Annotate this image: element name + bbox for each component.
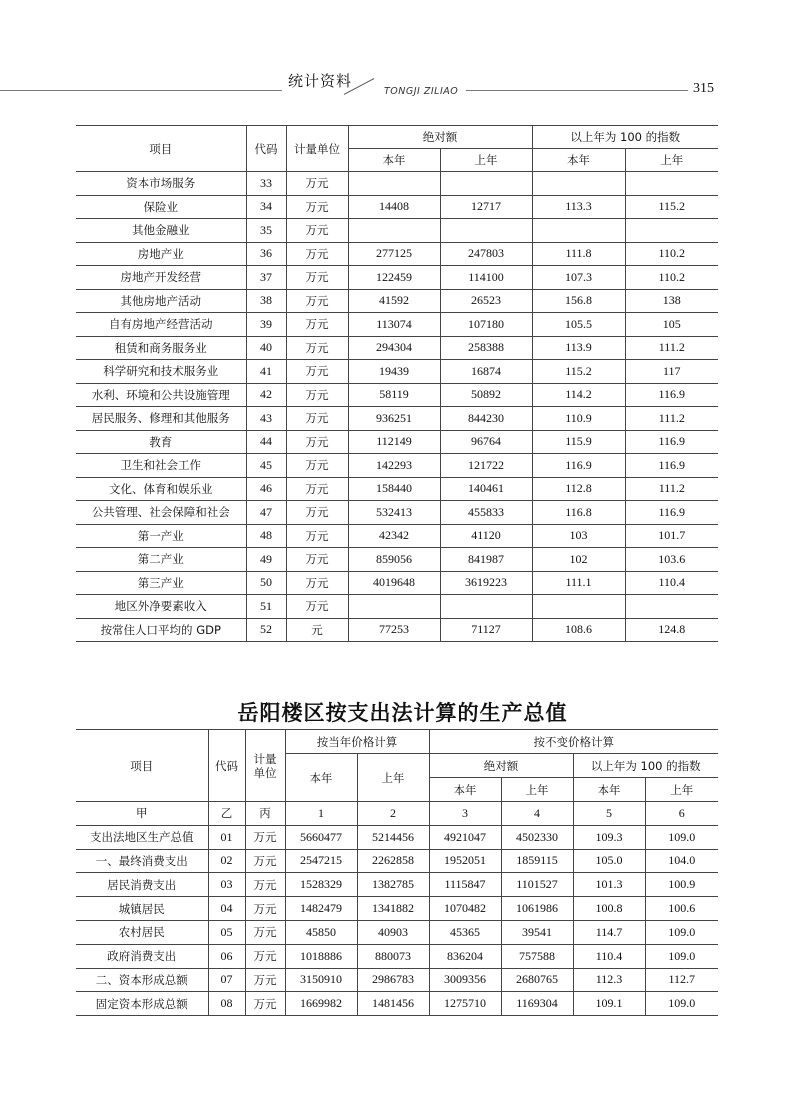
col-header-code: 代码 <box>246 126 286 172</box>
cell-item: 房地产业 <box>76 242 246 266</box>
col-header-unit: 计量单位 <box>286 126 348 172</box>
cell-abs-this: 113074 <box>348 313 440 337</box>
cell-unit: 万元 <box>286 383 348 407</box>
cell-abs-this: 122459 <box>348 266 440 290</box>
cell-idx-last: 116.9 <box>625 383 718 407</box>
cell-idx-last: 109.0 <box>645 920 718 944</box>
cell-idx-this: 114.7 <box>573 920 645 944</box>
cell-idx-last: 109.0 <box>645 825 718 849</box>
cell-idx-last: 110.2 <box>625 266 718 290</box>
cell-abs-last: 1101527 <box>501 873 573 897</box>
cell-abs-this <box>348 219 440 243</box>
cell-idx-this: 107.3 <box>532 266 625 290</box>
cell-item: 政府消费支出 <box>76 944 208 968</box>
cell-cur-this: 1482479 <box>285 897 357 921</box>
cell-idx-last: 110.4 <box>625 571 718 595</box>
cell-item: 卫生和社会工作 <box>76 454 246 478</box>
cell-abs-this <box>348 595 440 619</box>
cell-item: 自有房地产经营活动 <box>76 313 246 337</box>
cell-idx-this: 101.3 <box>573 873 645 897</box>
cell-code: 05 <box>208 920 245 944</box>
cell-idx-this: 105.5 <box>532 313 625 337</box>
cell-code: 40 <box>246 336 286 360</box>
cell-abs-last: 12717 <box>440 195 532 219</box>
cell-unit: 万元 <box>245 897 285 921</box>
cell-abs-this: 4019648 <box>348 571 440 595</box>
cell-abs-this: 1275710 <box>429 992 501 1016</box>
col-header-abs-this-year: 本年 <box>348 149 440 172</box>
cell-item: 第二产业 <box>76 548 246 572</box>
cell-abs-last: 121722 <box>440 454 532 478</box>
cell-code: 43 <box>246 407 286 431</box>
cell-code: 44 <box>246 430 286 454</box>
cell-item: 农村居民 <box>76 920 208 944</box>
index-cell: 丙 <box>245 802 285 826</box>
cell-idx-last: 100.6 <box>645 897 718 921</box>
section-title: 统计资料 <box>288 72 353 90</box>
cell-code: 06 <box>208 944 245 968</box>
cell-unit: 万元 <box>286 524 348 548</box>
cell-idx-this: 109.3 <box>573 825 645 849</box>
cell-idx-this: 103 <box>532 524 625 548</box>
cell-abs-last <box>440 219 532 243</box>
cell-abs-last: 96764 <box>440 430 532 454</box>
cell-code: 41 <box>246 360 286 384</box>
table-row <box>76 477 718 501</box>
cell-code: 08 <box>208 992 245 1016</box>
table-row <box>76 920 718 944</box>
cell-idx-this <box>532 219 625 243</box>
cell-item: 房地产开发经营 <box>76 266 246 290</box>
table-row <box>76 407 718 431</box>
cell-unit: 万元 <box>286 595 348 619</box>
cell-item: 固定资本形成总额 <box>76 992 208 1016</box>
cell-unit: 万元 <box>286 454 348 478</box>
cell-item: 公共管理、社会保障和社会 <box>76 501 246 525</box>
cell-abs-this: 859056 <box>348 548 440 572</box>
cell-abs-this: 41592 <box>348 289 440 313</box>
cell-cur-last: 1382785 <box>357 873 429 897</box>
col-header-abs-last-year: 上年 <box>440 149 532 172</box>
table-row <box>76 849 718 873</box>
cell-item: 文化、体育和娱乐业 <box>76 477 246 501</box>
cell-cur-this: 1018886 <box>285 944 357 968</box>
cell-unit: 万元 <box>286 289 348 313</box>
cell-abs-this: 1952051 <box>429 849 501 873</box>
cell-idx-this: 113.9 <box>532 336 625 360</box>
cell-item: 城镇居民 <box>76 897 208 921</box>
cell-code: 33 <box>246 172 286 196</box>
cell-code: 45 <box>246 454 286 478</box>
cell-item: 其他金融业 <box>76 219 246 243</box>
cell-unit: 万元 <box>286 430 348 454</box>
table-row <box>76 618 718 642</box>
cell-unit: 万元 <box>286 242 348 266</box>
cell-idx-this <box>532 172 625 196</box>
cell-cur-this: 5660477 <box>285 825 357 849</box>
cell-abs-this: 277125 <box>348 242 440 266</box>
cell-idx-last: 111.2 <box>625 477 718 501</box>
cell-unit: 万元 <box>245 920 285 944</box>
cell-abs-last: 757588 <box>501 944 573 968</box>
column-index-row <box>76 802 718 826</box>
table-row <box>76 172 718 196</box>
page-number: 315 <box>693 81 714 96</box>
cell-idx-this: 100.8 <box>573 897 645 921</box>
table-row <box>76 968 718 992</box>
gdp-by-expenditure-table <box>76 729 718 1016</box>
cell-idx-last: 111.2 <box>625 336 718 360</box>
cell-item: 租赁和商务服务业 <box>76 336 246 360</box>
cell-idx-this: 113.3 <box>532 195 625 219</box>
cell-idx-last <box>625 595 718 619</box>
cell-unit: 万元 <box>286 219 348 243</box>
cell-abs-last: 844230 <box>440 407 532 431</box>
index-cell: 6 <box>645 802 718 826</box>
cell-item: 居民服务、修理和其他服务 <box>76 407 246 431</box>
cell-unit: 万元 <box>286 336 348 360</box>
group-header-index: 以上年为 100 的指数 <box>573 754 718 778</box>
table-row <box>76 571 718 595</box>
table-row <box>76 313 718 337</box>
cell-item: 一、最终消费支出 <box>76 849 208 873</box>
col-header-item: 项目 <box>76 730 208 802</box>
cell-unit: 万元 <box>286 313 348 337</box>
cell-abs-last <box>440 172 532 196</box>
table-title: 岳阳楼区按支出法计算的生产总值 <box>237 701 568 725</box>
table-row <box>76 897 718 921</box>
table-row <box>76 524 718 548</box>
cell-abs-last: 26523 <box>440 289 532 313</box>
cell-code: 50 <box>246 571 286 595</box>
col-header-item: 项目 <box>76 126 246 172</box>
cell-code: 07 <box>208 968 245 992</box>
cell-item: 教育 <box>76 430 246 454</box>
cell-idx-this: 116.8 <box>532 501 625 525</box>
cell-idx-this: 114.2 <box>532 383 625 407</box>
cell-cur-last: 1481456 <box>357 992 429 1016</box>
group-header-index: 以上年为 100 的指数 <box>532 126 718 149</box>
cell-abs-last: 1169304 <box>501 992 573 1016</box>
cell-idx-this: 111.1 <box>532 571 625 595</box>
cell-item: 支出法地区生产总值 <box>76 825 208 849</box>
cell-idx-this: 108.6 <box>532 618 625 642</box>
cell-code: 38 <box>246 289 286 313</box>
cell-cur-last: 2986783 <box>357 968 429 992</box>
cell-code: 01 <box>208 825 245 849</box>
cell-abs-last: 140461 <box>440 477 532 501</box>
cell-cur-this: 1669982 <box>285 992 357 1016</box>
cell-idx-this <box>532 595 625 619</box>
table-body <box>76 802 718 1016</box>
cell-item: 二、资本形成总额 <box>76 968 208 992</box>
index-cell: 2 <box>357 802 429 826</box>
cell-idx-this: 111.8 <box>532 242 625 266</box>
cell-abs-last: 247803 <box>440 242 532 266</box>
index-cell: 5 <box>573 802 645 826</box>
cell-idx-this: 109.1 <box>573 992 645 1016</box>
table-row <box>76 242 718 266</box>
cell-abs-this: 45365 <box>429 920 501 944</box>
cell-cur-this: 45850 <box>285 920 357 944</box>
table-row <box>76 430 718 454</box>
cell-code: 35 <box>246 219 286 243</box>
cell-unit: 万元 <box>286 360 348 384</box>
cell-cur-this: 1528329 <box>285 873 357 897</box>
cell-code: 04 <box>208 897 245 921</box>
group-header-absolute: 绝对额 <box>429 754 573 778</box>
cell-item: 科学研究和技术服务业 <box>76 360 246 384</box>
col-header-idx-this-year: 本年 <box>532 149 625 172</box>
cell-idx-this: 156.8 <box>532 289 625 313</box>
col-header-idx-this-year: 本年 <box>573 778 645 802</box>
cell-code: 46 <box>246 477 286 501</box>
table-row <box>76 454 718 478</box>
col-header-cur-this-year: 本年 <box>285 754 357 802</box>
table-row <box>76 195 718 219</box>
col-header-code: 代码 <box>208 730 245 802</box>
cell-abs-this: 112149 <box>348 430 440 454</box>
cell-unit: 万元 <box>286 266 348 290</box>
cell-idx-last: 100.9 <box>645 873 718 897</box>
table-row <box>76 336 718 360</box>
index-cell: 4 <box>501 802 573 826</box>
col-header-idx-last-year: 上年 <box>645 778 718 802</box>
cell-abs-last <box>440 595 532 619</box>
table-row <box>76 944 718 968</box>
table-row <box>76 289 718 313</box>
cell-abs-this <box>348 172 440 196</box>
cell-unit: 万元 <box>245 944 285 968</box>
cell-idx-this: 105.0 <box>573 849 645 873</box>
cell-cur-last: 40903 <box>357 920 429 944</box>
cell-item: 按常住人口平均的 GDP <box>76 618 246 642</box>
cell-unit: 万元 <box>286 195 348 219</box>
cell-item: 第三产业 <box>76 571 246 595</box>
cell-abs-last: 39541 <box>501 920 573 944</box>
section-subtitle: TONGJI ZILIAO <box>384 86 459 97</box>
cell-idx-last: 112.7 <box>645 968 718 992</box>
cell-abs-last: 50892 <box>440 383 532 407</box>
cell-abs-this: 77253 <box>348 618 440 642</box>
cell-idx-last: 138 <box>625 289 718 313</box>
cell-abs-this: 836204 <box>429 944 501 968</box>
cell-item: 保险业 <box>76 195 246 219</box>
cell-idx-last: 124.8 <box>625 618 718 642</box>
cell-code: 49 <box>246 548 286 572</box>
cell-abs-last: 71127 <box>440 618 532 642</box>
cell-item: 资本市场服务 <box>76 172 246 196</box>
cell-unit: 万元 <box>245 873 285 897</box>
cell-code: 42 <box>246 383 286 407</box>
cell-idx-this: 112.3 <box>573 968 645 992</box>
cell-abs-this: 158440 <box>348 477 440 501</box>
cell-idx-last: 104.0 <box>645 849 718 873</box>
cell-idx-last: 115.2 <box>625 195 718 219</box>
cell-item: 居民消费支出 <box>76 873 208 897</box>
cell-unit: 万元 <box>245 968 285 992</box>
cell-idx-last: 116.9 <box>625 501 718 525</box>
cell-idx-last <box>625 219 718 243</box>
cell-abs-last: 1859115 <box>501 849 573 873</box>
cell-code: 34 <box>246 195 286 219</box>
cell-item: 水利、环境和公共设施管理 <box>76 383 246 407</box>
table-row <box>76 219 718 243</box>
cell-unit: 万元 <box>286 477 348 501</box>
cell-abs-this: 14408 <box>348 195 440 219</box>
index-cell: 3 <box>429 802 501 826</box>
cell-abs-this: 936251 <box>348 407 440 431</box>
cell-item: 第一产业 <box>76 524 246 548</box>
table-row <box>76 383 718 407</box>
cell-cur-this: 3150910 <box>285 968 357 992</box>
cell-idx-last: 110.2 <box>625 242 718 266</box>
table-row <box>76 825 718 849</box>
group-header-current-price: 按当年价格计算 <box>285 730 429 754</box>
cell-abs-this: 42342 <box>348 524 440 548</box>
cell-code: 39 <box>246 313 286 337</box>
header-rule-right <box>466 90 688 91</box>
cell-abs-last: 258388 <box>440 336 532 360</box>
cell-unit: 万元 <box>286 172 348 196</box>
cell-idx-this: 115.2 <box>532 360 625 384</box>
cell-abs-this: 19439 <box>348 360 440 384</box>
cell-unit: 万元 <box>286 571 348 595</box>
cell-idx-last: 109.0 <box>645 944 718 968</box>
cell-abs-last: 4502330 <box>501 825 573 849</box>
cell-unit: 万元 <box>245 849 285 873</box>
index-cell: 乙 <box>208 802 245 826</box>
cell-idx-last: 101.7 <box>625 524 718 548</box>
cell-abs-this: 1115847 <box>429 873 501 897</box>
col-header-unit: 计量单位 <box>245 730 285 802</box>
cell-idx-last: 109.0 <box>645 992 718 1016</box>
cell-code: 47 <box>246 501 286 525</box>
cell-idx-this: 110.9 <box>532 407 625 431</box>
cell-code: 03 <box>208 873 245 897</box>
group-header-absolute: 绝对额 <box>348 126 532 149</box>
cell-idx-last <box>625 172 718 196</box>
cell-code: 37 <box>246 266 286 290</box>
cell-cur-last: 880073 <box>357 944 429 968</box>
cell-code: 51 <box>246 595 286 619</box>
cell-cur-last: 1341882 <box>357 897 429 921</box>
cell-abs-this: 294304 <box>348 336 440 360</box>
cell-idx-last: 116.9 <box>625 430 718 454</box>
index-cell: 甲 <box>76 802 208 826</box>
cell-idx-last: 103.6 <box>625 548 718 572</box>
cell-unit: 万元 <box>245 992 285 1016</box>
cell-abs-last: 455833 <box>440 501 532 525</box>
cell-unit: 元 <box>286 618 348 642</box>
cell-idx-this: 116.9 <box>532 454 625 478</box>
cell-unit: 万元 <box>286 501 348 525</box>
col-header-cur-last-year: 上年 <box>357 754 429 802</box>
cell-code: 48 <box>246 524 286 548</box>
cell-abs-last: 2680765 <box>501 968 573 992</box>
cell-idx-last: 117 <box>625 360 718 384</box>
col-header-abs-last-year: 上年 <box>501 778 573 802</box>
cell-idx-this: 115.9 <box>532 430 625 454</box>
cell-abs-this: 3009356 <box>429 968 501 992</box>
cell-unit: 万元 <box>245 825 285 849</box>
table-row <box>76 992 718 1016</box>
table-body <box>76 172 718 642</box>
table-row <box>76 266 718 290</box>
cell-code: 02 <box>208 849 245 873</box>
cell-abs-last: 107180 <box>440 313 532 337</box>
cell-abs-last: 1061986 <box>501 897 573 921</box>
cell-abs-this: 58119 <box>348 383 440 407</box>
cell-cur-this: 2547215 <box>285 849 357 873</box>
cell-abs-last: 3619223 <box>440 571 532 595</box>
cell-abs-last: 41120 <box>440 524 532 548</box>
cell-unit: 万元 <box>286 548 348 572</box>
gdp-by-industry-table <box>76 125 718 642</box>
cell-abs-this: 532413 <box>348 501 440 525</box>
cell-abs-last: 841987 <box>440 548 532 572</box>
cell-idx-last: 111.2 <box>625 407 718 431</box>
cell-idx-last: 116.9 <box>625 454 718 478</box>
cell-unit: 万元 <box>286 407 348 431</box>
cell-idx-this: 102 <box>532 548 625 572</box>
cell-abs-last: 114100 <box>440 266 532 290</box>
cell-abs-last: 16874 <box>440 360 532 384</box>
cell-idx-last: 105 <box>625 313 718 337</box>
cell-abs-this: 142293 <box>348 454 440 478</box>
cell-idx-this: 112.8 <box>532 477 625 501</box>
table-row <box>76 548 718 572</box>
cell-item: 其他房地产活动 <box>76 289 246 313</box>
table-row <box>76 501 718 525</box>
cell-cur-last: 5214456 <box>357 825 429 849</box>
index-cell: 1 <box>285 802 357 826</box>
header-rule-left <box>0 90 282 91</box>
col-header-abs-this-year: 本年 <box>429 778 501 802</box>
table-row <box>76 873 718 897</box>
cell-code: 52 <box>246 618 286 642</box>
cell-code: 36 <box>246 242 286 266</box>
table-row <box>76 360 718 384</box>
group-header-constant-price: 按不变价格计算 <box>429 730 718 754</box>
table-row <box>76 595 718 619</box>
col-header-idx-last-year: 上年 <box>625 149 718 172</box>
cell-cur-last: 2262858 <box>357 849 429 873</box>
cell-item: 地区外净要素收入 <box>76 595 246 619</box>
cell-abs-this: 1070482 <box>429 897 501 921</box>
cell-idx-this: 110.4 <box>573 944 645 968</box>
cell-abs-this: 4921047 <box>429 825 501 849</box>
